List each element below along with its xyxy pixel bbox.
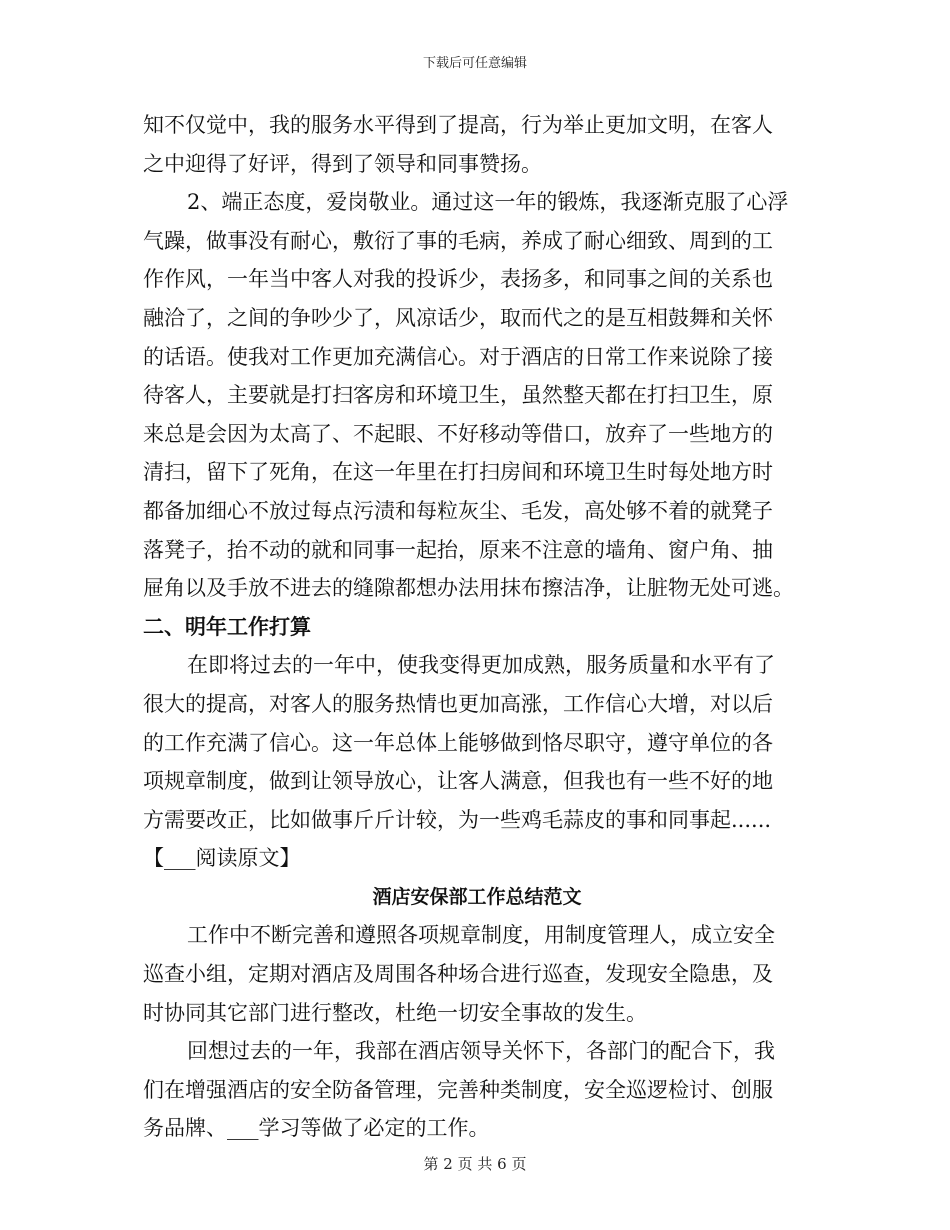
paragraph-line: 项规章制度，做到让领导放心，让客人满意，但我也有一些不好的地 <box>143 769 773 794</box>
paragraph-line: 落凳子，抬不动的就和同事一起抬，原来不注意的墙角、窗户角、抽 <box>143 537 773 562</box>
paragraph-line: 屉角以及手放不进去的缝隙都想办法用抹布擦洁净，让脏物无处可逃。 <box>143 576 794 601</box>
document-body <box>143 106 811 1148</box>
paragraph-line: 待客人，主要就是打扫客房和环境卫生，虽然整天都在打扫卫生，原 <box>143 383 773 408</box>
paragraph-line: 回想过去的一年，我部在酒店领导关怀下，各部门的配合下，我 <box>187 1039 775 1064</box>
paragraph-line: 之中迎得了好评，得到了领导和同事赞扬。 <box>143 151 542 176</box>
page-number: 第 2 页 共 6 页 <box>423 1155 527 1173</box>
paragraph-line: 2、端正态度，爱岗敬业。通过这一年的锻炼，我逐渐克服了心浮 <box>187 190 789 215</box>
paragraph-line: 作作风，一年当中客人对我的投诉少，表扬多，和同事之间的关系也 <box>143 267 773 292</box>
paragraph-line: 融洽了，之间的争吵少了，风凉话少，取而代之的是互相鼓舞和关怀 <box>143 305 773 330</box>
paragraph-line: 知不仅觉中，我的服务水平得到了提高，行为举止更加文明，在客人 <box>143 113 773 137</box>
paragraph-line: 来总是会因为太高了、不起眼、不好移动等借口，放弃了一些地方的 <box>143 421 773 446</box>
page-header-note: 下载后可任意编辑 <box>422 56 527 71</box>
paragraph-line: 的话语。使我对工作更加充满信心。对于酒店的日常工作来说除了接 <box>143 344 773 369</box>
paragraph-line: 很大的提高，对客人的服务热情也更加高涨，工作信心大增，对以后 <box>143 691 773 716</box>
section-heading: 二、明年工作打算 <box>143 614 311 639</box>
paragraph-line: 们在增强酒店的安全防备管理，完善种类制度，安全巡逻检讨、创服 <box>143 1077 773 1102</box>
paragraph-line: 气躁，做事没有耐心，敷衍了事的毛病，养成了耐心细致、周到的工 <box>143 228 773 253</box>
paragraph-line: 清扫，留下了死角，在这一年里在打扫房间和环境卫生时每处地方时 <box>143 460 773 485</box>
paragraph-line: 工作中不断完善和遵照各项规章制度，用制度管理人，成立安全 <box>187 923 775 948</box>
article-title: 酒店安保部工作总结范文 <box>372 885 582 908</box>
read-original-link[interactable]: 【___阅读原文】 <box>143 846 301 871</box>
paragraph-line: 在即将过去的一年中，使我变得更加成熟，服务质量和水平有了 <box>187 653 775 678</box>
paragraph-line: 巡查小组，定期对酒店及周围各种场合进行巡查，发现安全隐患，及 <box>143 962 773 987</box>
paragraph-line: 的工作充满了信心。这一年总体上能够做到恪尽职守，遵守单位的各 <box>143 730 773 755</box>
paragraph-line: 都备加细心不放过每点污渍和每粒灰尘、毛发，高处够不着的就凳子 <box>143 498 773 523</box>
paragraph-line: 务品牌、___学习等做了必定的工作。 <box>143 1116 490 1141</box>
paragraph-line: 方需要改正，比如做事斤斤计较，为一些鸡毛蒜皮的事和同事起...... <box>143 807 772 832</box>
paragraph-line: 时协同其它部门进行整改，杜绝一切安全事故的发生。 <box>143 1000 647 1025</box>
